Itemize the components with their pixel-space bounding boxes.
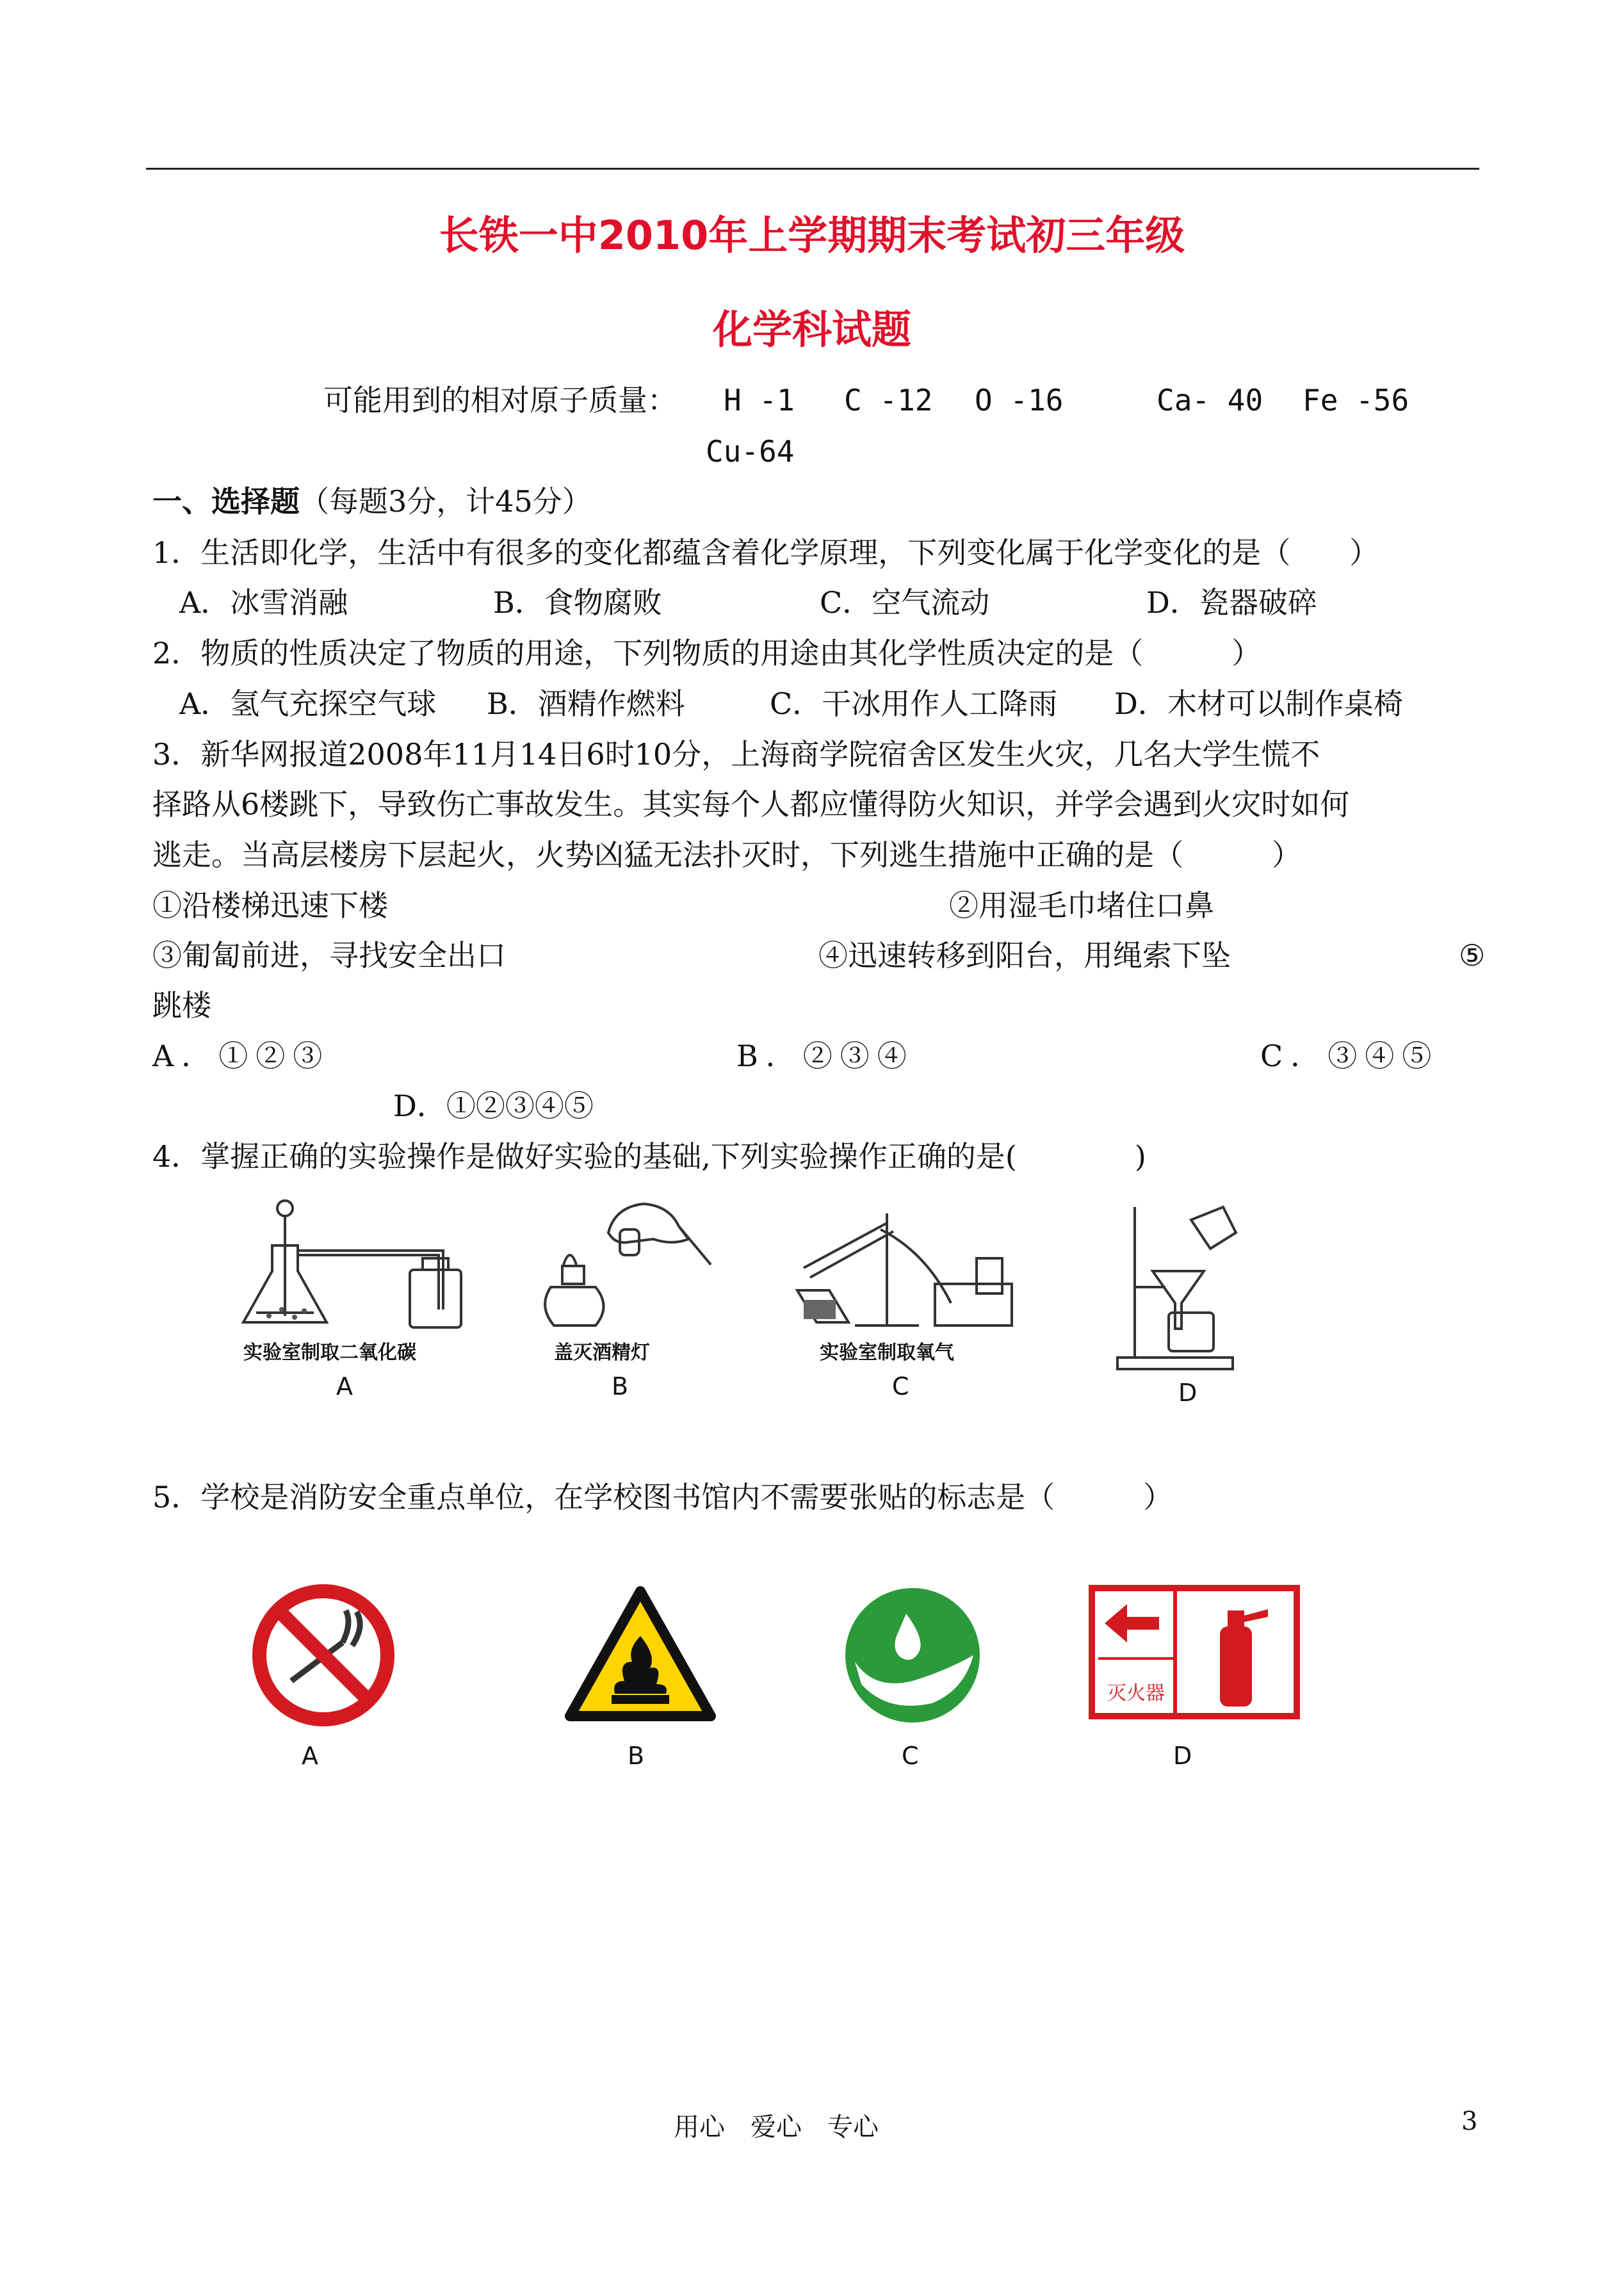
q4-caption-b: 盖灭酒精灯 xyxy=(554,1342,650,1364)
footer-motto: 用心 爱心 专心 xyxy=(674,2113,879,2142)
q4-figure-c xyxy=(784,1194,1015,1412)
question-3-line-2: 择路从6楼跳下，导致伤亡事故发生。其实每个人都应懂得防火知识，并学会遇到火灾时如何 xyxy=(152,787,1350,822)
mass-cu: Cu-64 xyxy=(706,434,795,469)
q5-sign-c xyxy=(836,1578,989,1777)
mass-h: H -1 xyxy=(724,383,795,418)
q2-option-c: C．干冰用作人工降雨 xyxy=(770,686,1058,721)
question-3-line-3: 逃走。当高层楼房下层起火，火势凶猛无法扑灭时，下列逃生措施中正确的是（ ） xyxy=(152,838,1301,872)
mass-ca: Ca- 40 xyxy=(1157,383,1263,418)
q5-sign-a xyxy=(247,1578,400,1777)
section-note: （每题3分，计45分） xyxy=(300,484,592,519)
atomic-mass-label: 可能用到的相对原子质量： xyxy=(323,383,677,418)
q3-measure-5-text: 跳楼 xyxy=(152,988,211,1023)
header-rule xyxy=(146,168,1479,170)
q3-measure-3: ③匍匐前进，寻找安全出口 xyxy=(152,938,506,973)
mass-c: C -12 xyxy=(844,383,933,418)
q3-option-b: B．②③④ xyxy=(736,1039,914,1073)
section-title-text: 一、选择题 xyxy=(152,484,300,519)
question-4-stem: 4．掌握正确的实验操作是做好实验的基础,下列实验操作正确的是( ) xyxy=(152,1139,1146,1174)
q4-letter-b: B xyxy=(612,1372,629,1400)
q1-option-b: B．食物腐败 xyxy=(493,585,662,620)
question-3-line-1: 3．新华网报道2008年11月14日6时10分，上海商学院宿舍区发生火灾，几名大学生慌不 xyxy=(152,737,1320,772)
q4-caption-a: 实验室制取二氧化碳 xyxy=(243,1342,416,1364)
q5-letter-a: A xyxy=(302,1742,318,1770)
exam-subtitle: 化学科试题 xyxy=(712,306,911,353)
q3-option-d: D．①②③④⑤ xyxy=(393,1089,594,1123)
q4-figure-b xyxy=(525,1194,717,1412)
q3-measure-5-number: ⑤ xyxy=(1459,938,1486,973)
q3-measure-1: ①沿楼梯迅速下楼 xyxy=(152,888,388,923)
q5-sign-b xyxy=(560,1578,720,1777)
q4-caption-c: 实验室制取氧气 xyxy=(820,1342,954,1364)
q1-option-d: D．瓷器破碎 xyxy=(1146,585,1317,620)
q2-option-d: D．木材可以制作桌椅 xyxy=(1114,686,1403,721)
q2-option-a: A．氢气充探空气球 xyxy=(179,686,437,721)
q4-letter-c: C xyxy=(892,1372,909,1400)
page-number: 3 xyxy=(1461,2107,1478,2136)
q3-option-a: A．①②③ xyxy=(152,1039,330,1073)
mass-fe: Fe -56 xyxy=(1303,383,1409,418)
q3-option-c: C．③④⑤ xyxy=(1260,1039,1440,1073)
co2-apparatus-drawing xyxy=(237,1194,467,1335)
q5-letter-c: C xyxy=(902,1742,919,1770)
filtration-drawing xyxy=(1108,1194,1262,1374)
fire-extinguisher-sign-icon xyxy=(1085,1578,1303,1732)
question-1-stem: 1．生活即化学，生活中有很多的变化都蕴含着化学原理，下列变化属于化学变化的是（ ） xyxy=(152,535,1379,570)
q5-sign-d xyxy=(1085,1578,1303,1777)
flammable-warning-icon xyxy=(560,1578,720,1732)
q4-figure-a xyxy=(237,1194,467,1412)
section-title xyxy=(152,482,592,521)
q1-option-c: C．空气流动 xyxy=(820,585,990,620)
q3-measure-4: ④迅速转移到阳台，用绳索下坠 xyxy=(818,938,1231,973)
q1-option-a: A．冰雪消融 xyxy=(179,585,348,620)
question-2-stem: 2．物质的性质决定了物质的用途，下列物质的用途由其化学性质决定的是（ ） xyxy=(152,636,1262,670)
q3-measure-2: ②用湿毛巾堵住口鼻 xyxy=(949,888,1214,923)
exam-title: 长铁一中2010年上学期期末考试初三年级 xyxy=(439,212,1185,259)
oxygen-apparatus-drawing xyxy=(784,1194,1015,1335)
q5-letter-b: B xyxy=(628,1742,645,1770)
q4-letter-d: D xyxy=(1178,1379,1198,1407)
no-smoking-icon xyxy=(247,1578,400,1732)
q4-figure-d xyxy=(1108,1194,1262,1412)
q5-letter-d: D xyxy=(1173,1742,1192,1770)
alcohol-lamp-drawing xyxy=(525,1194,717,1335)
mass-o: O -16 xyxy=(975,383,1064,418)
q4-letter-a: A xyxy=(336,1372,353,1400)
question-5-stem: 5．学校是消防安全重点单位，在学校图书馆内不需要张贴的标志是（ ） xyxy=(152,1480,1173,1514)
q5-sign-d-label: 灭火器 xyxy=(1107,1682,1165,1705)
water-saving-icon xyxy=(836,1578,989,1732)
q2-option-b: B．酒精作燃料 xyxy=(487,686,685,721)
